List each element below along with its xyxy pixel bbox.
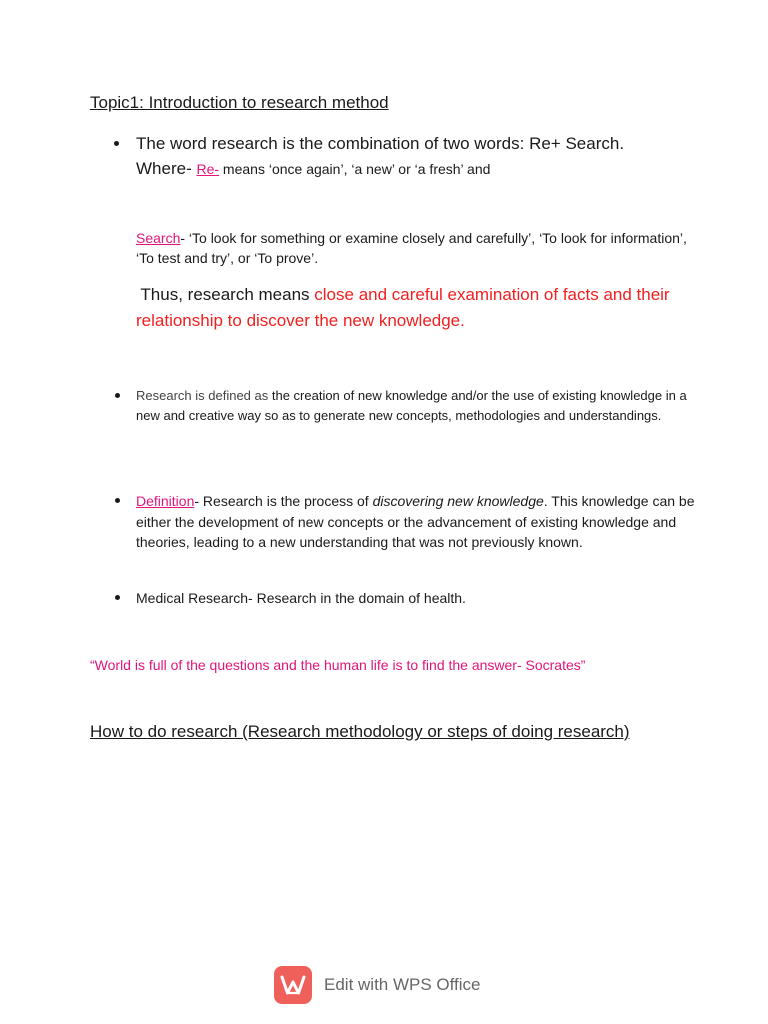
bullet-dot [115, 595, 120, 600]
research-meaning-highlight: close and careful examination of facts and their relationship to discover the new knowledge. [136, 285, 670, 330]
bullet-definition [136, 491, 696, 553]
thus-lead: Thus, research means [136, 285, 315, 304]
definition-italic: discovering new knowledge [372, 493, 544, 509]
wps-edit-banner[interactable] [274, 965, 481, 1005]
bullet-word-research [136, 131, 696, 182]
bullet-research-defined [136, 386, 696, 426]
wps-edit-label[interactable]: Edit with WPS Office [324, 975, 481, 994]
search-term-link[interactable]: Search [136, 230, 181, 246]
re-term-link[interactable]: Re- [196, 161, 220, 177]
thus-paragraph [136, 282, 696, 334]
or-word: or [394, 161, 415, 177]
defined-text: the creation of new knowledge and/or the use of existing knowledge in a new and creative way so as to generate new concepts, methodologies and understandings. [136, 388, 687, 423]
re-search-words: Re+ Search [529, 134, 620, 153]
bullet-dot [114, 141, 119, 146]
period: . [314, 250, 319, 266]
definition-text-2: . This knowledge can be either the development of new concepts or the advancement of existing knowledge and theories, leading to a new understanding that was not previously known. [136, 493, 695, 550]
re-meanings: ‘once again’, ‘a new’ [268, 161, 395, 177]
means-word: means [219, 161, 269, 177]
fresh-meaning: ‘a fresh’ [414, 161, 464, 177]
defined-lead: Research is defined as [136, 388, 272, 403]
search-definition [136, 228, 696, 268]
bullet-dot [115, 498, 120, 503]
definition-term-link[interactable]: Definition [136, 493, 195, 509]
bullet1-text: The word research is the combination of two words: [136, 134, 530, 153]
how-to-research-heading: How to do research (Research methodology or steps of doing research) [90, 722, 630, 741]
and-word: and [463, 161, 491, 177]
prove-meaning: ‘To prove’ [254, 250, 315, 266]
or-word: , or [230, 250, 255, 266]
search-meanings: - ‘To look for something or examine closely and carefully’, ‘To look for information’, ‘To test and try’ [136, 230, 687, 266]
where-label: Where- [136, 159, 197, 178]
period: . [619, 134, 625, 153]
topic-title: Topic1: Introduction to research method [90, 93, 389, 112]
wps-logo-icon [274, 966, 312, 1004]
bullet-medical-research: Medical Research- Research in the domain of health. [136, 590, 466, 606]
definition-text-1: - Research is the process of [194, 493, 373, 509]
bullet-dot [115, 393, 120, 398]
socrates-quote: “World is full of the questions and the human life is to find the answer- Socrates” [90, 657, 586, 673]
